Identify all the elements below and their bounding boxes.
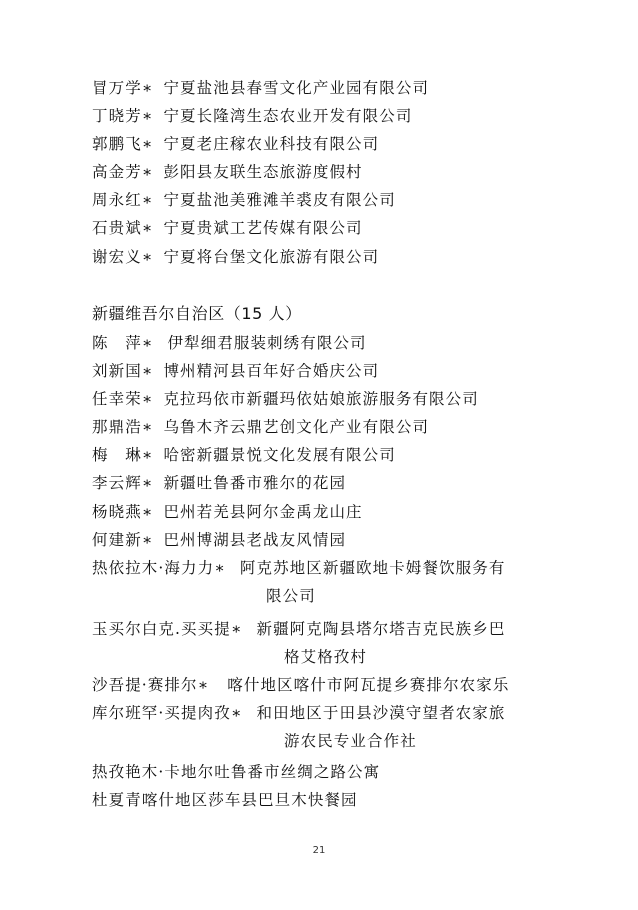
person-name: 李云辉∗ [92,474,154,492]
list-item [92,417,429,437]
list-item [92,762,380,782]
person-name: 郭鹏飞∗ [92,135,154,153]
organization-name: 和田地区于田县沙漠守望者农家旅 [256,704,506,722]
person-name: 杨晓燕∗ [92,503,154,521]
person-name: 丁晓芳∗ [92,107,154,125]
list-item [92,473,346,493]
person-name: 刘新国∗ [92,362,154,380]
organization-name-continuation: 游农民专业合作社 [284,732,417,750]
person-name: 梅 琳∗ [92,446,154,464]
person-name: 谢宏义∗ [92,248,154,266]
organization-name: 宁夏盐池县春雪文化产业园有限公司 [163,79,430,97]
organization-name: 彭阳县友联生态旅游度假村 [163,163,363,181]
list-item [92,162,363,182]
organization-name-continuation: 限公司 [266,587,316,605]
organization-name: 喀什地区喀什市阿瓦提乡赛排尔农家乐 [227,676,510,694]
list-item [92,333,367,353]
organization-name: 新疆阿克陶县塔尔塔吉克民族乡巴 [256,620,506,638]
list-item [92,389,479,409]
organization-name: 喀什地区莎车县巴旦木快餐园 [141,791,358,809]
list-item [92,190,396,210]
person-name: 库尔班罕·买提肉孜∗ [92,704,243,722]
person-name: 任幸荣∗ [92,390,154,408]
organization-name: 宁夏长隆湾生态农业开发有限公司 [163,107,413,125]
person-name: 冒万学∗ [92,79,154,97]
person-name: 玉买尔白克.买买提∗ [92,620,243,638]
section-heading: 新疆维吾尔自治区（15 人） [92,304,302,323]
organization-name: 哈密新疆景悦文化发展有限公司 [163,446,396,464]
list-item [92,218,363,238]
list-item [92,790,358,810]
person-name: 杜夏青 [92,791,142,809]
page-number: 21 [312,845,326,856]
organization-name: 宁夏贵斌工艺传媒有限公司 [163,219,363,237]
person-name: 周永红∗ [92,191,154,209]
person-name: 石贵斌∗ [92,219,154,237]
organization-name-continuation: 格艾格孜村 [284,648,368,666]
list-item [92,134,379,154]
list-item [92,106,412,126]
organization-name: 乌鲁木齐云鼎艺创文化产业有限公司 [163,418,430,436]
list-item [92,247,379,267]
list-item [92,445,396,465]
person-name: 热孜艳木·卡地尔 [92,763,215,781]
organization-name: 吐鲁番市丝绸之路公寓 [214,763,381,781]
person-name: 何建新∗ [92,531,154,549]
organization-name: 克拉玛依市新疆玛依姑娘旅游服务有限公司 [163,390,479,408]
organization-name: 新疆吐鲁番市雅尔的花园 [163,474,347,492]
list-item [92,675,509,695]
person-name: 那鼎浩∗ [92,418,154,436]
person-name: 陈 萍∗ [92,334,154,352]
list-item [92,558,505,578]
organization-name: 巴州博湖县老战友风情园 [163,531,347,549]
organization-name: 阿克苏地区新疆欧地卡姆餐饮服务有 [239,559,506,577]
list-item [92,703,505,723]
list-item [92,619,505,639]
person-name: 沙吾提·赛排尔∗ [92,676,210,694]
organization-name: 宁夏盐池美雅滩羊裘皮有限公司 [163,191,396,209]
organization-name: 宁夏将台堡文化旅游有限公司 [163,248,380,266]
organization-name: 伊犁细君服装刺绣有限公司 [167,334,367,352]
person-name: 热依拉木·海力力∗ [92,559,226,577]
list-item [92,530,346,550]
organization-name: 宁夏老庄稼农业科技有限公司 [163,135,380,153]
list-item [92,361,379,381]
list-item [92,78,429,98]
person-name: 高金芳∗ [92,163,154,181]
organization-name: 巴州若羌县阿尔金禹龙山庄 [163,503,363,521]
organization-name: 博州精河县百年好合婚庆公司 [163,362,380,380]
list-item [92,502,363,522]
